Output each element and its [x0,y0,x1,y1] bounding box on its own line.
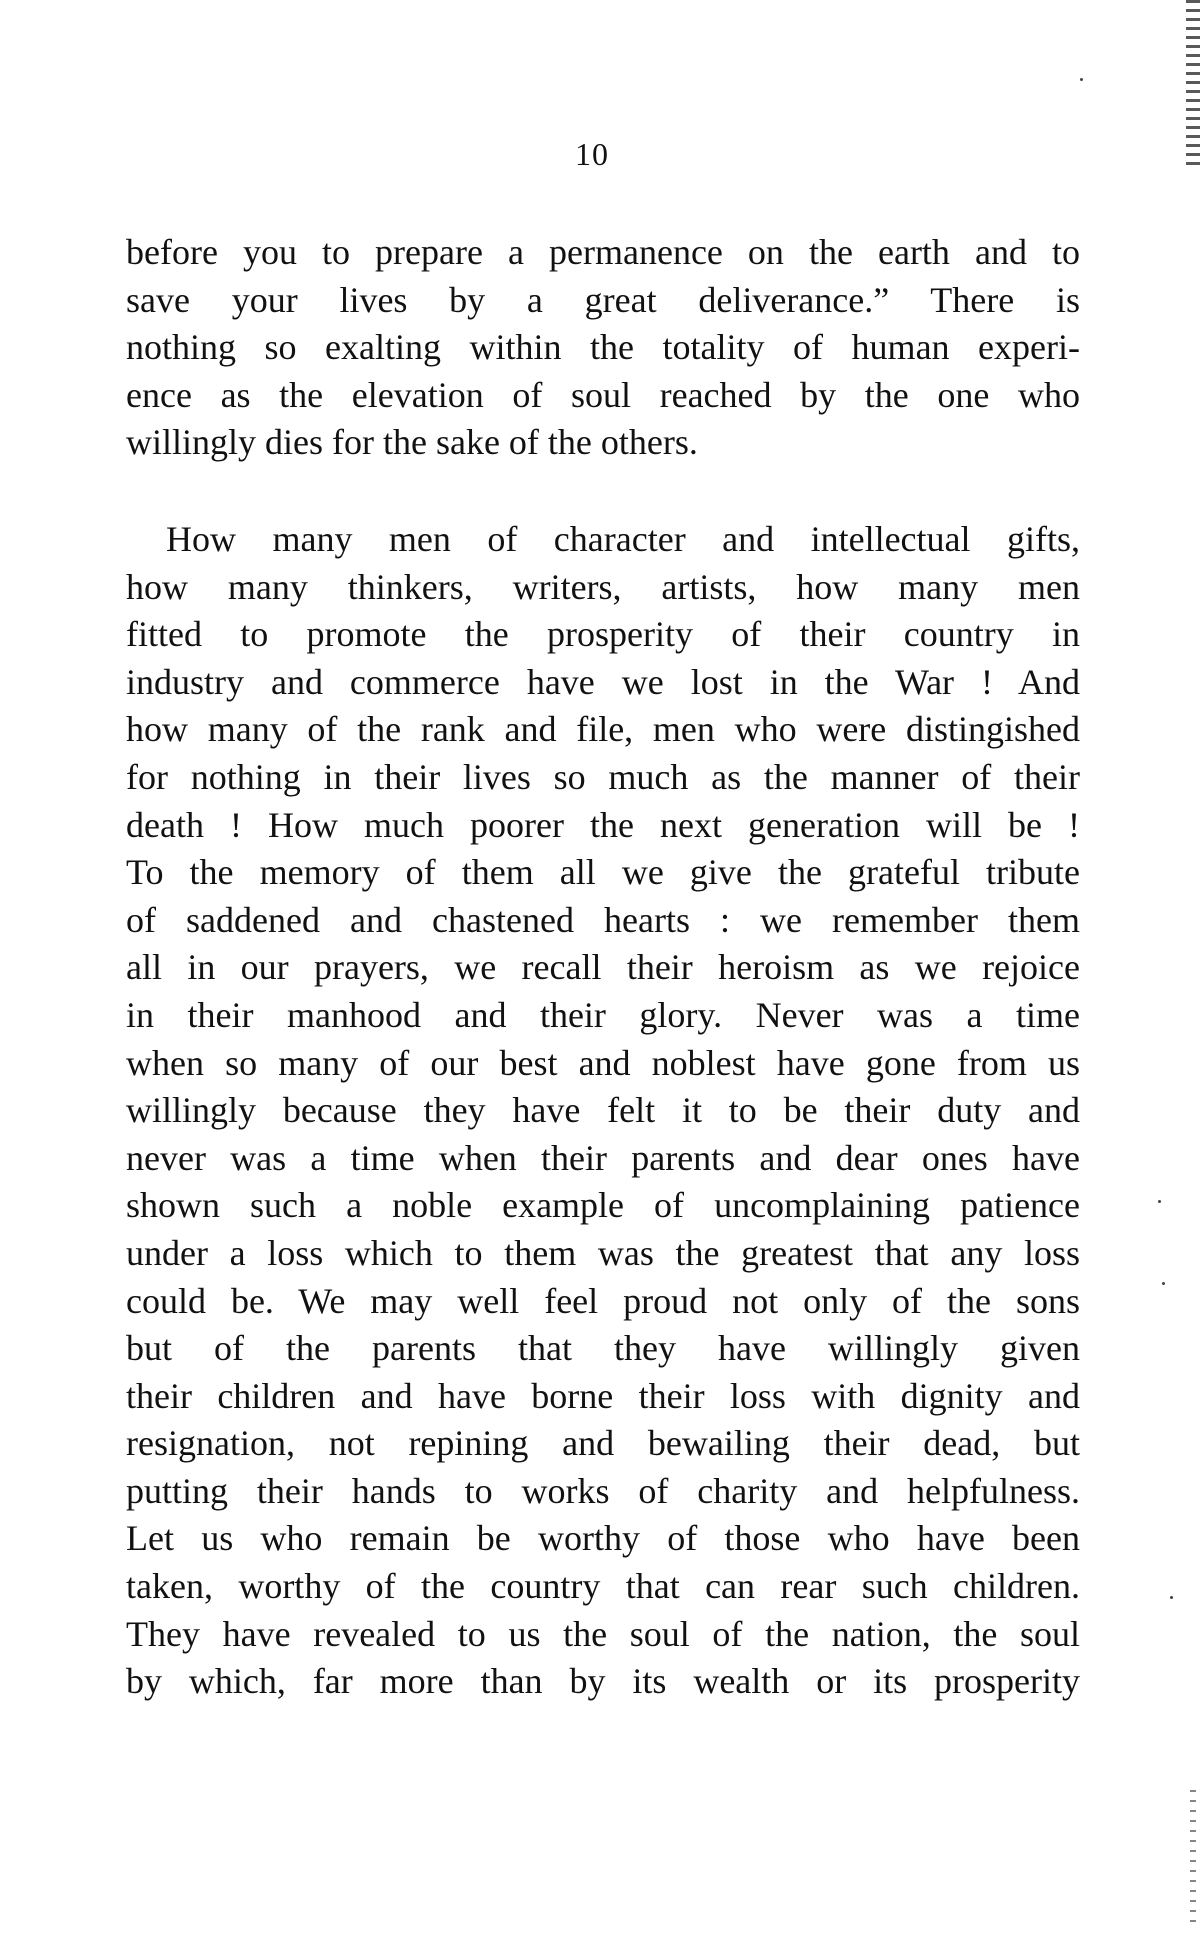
text-line: ence as the elevation of soul reached by the one who [126,374,1080,415]
text-line: taken, worthy of the country that can rear such children. [126,1566,1080,1607]
paragraph-1 [126,229,1080,467]
text-line: before you to prepare a permanence on the earth and to [126,232,1080,272]
text-line: To the memory of them all we give the grateful tribute [126,852,1080,893]
page-number: 10 [575,136,609,172]
text-line: nothing so exalting within the totality of human experi- [126,327,1080,368]
scan-speck [1170,1596,1173,1599]
text-line: putting their hands to works of charity and helpfulness. [126,1470,1080,1511]
text-line: resignation, not repining and bewailing their dead, but [126,1423,1080,1464]
text-line: their children and have borne their loss with dignity and [126,1375,1080,1416]
text-line: by which, far more than by its wealth or its prosperity [126,1661,1080,1702]
text-line: death ! How much poorer the next generation will be ! [126,804,1080,845]
scan-speck [1162,1282,1165,1285]
text-line: of saddened and chastened hearts : we remember them [126,899,1080,940]
page-edge-scan-artifact-bottom [1190,1790,1196,1930]
text-line: never was a time when their parents and dear ones have [126,1137,1080,1178]
scan-speck [1080,78,1083,81]
text-line: but of the parents that they have willingly given [126,1328,1080,1369]
text-line: Let us who remain be worthy of those who have been [126,1518,1080,1559]
paragraph-2 [126,516,1080,1706]
text-line: They have revealed to us the soul of the nation, the soul [126,1613,1080,1654]
text-line: in their manhood and their glory. Never was a time [126,994,1080,1035]
scan-speck [1158,1200,1161,1203]
text-line: all in our prayers, we recall their heroism as we rejoice [126,947,1080,988]
text-line: how many thinkers, writers, artists, how many men [126,566,1080,607]
text-line: save your lives by a great deliverance.” There is [126,279,1080,320]
text-line: shown such a noble example of uncomplaining patience [126,1185,1080,1226]
text-line: fitted to promote the prosperity of their country in [126,614,1080,655]
text-line: could be. We may well feel proud not only of the sons [126,1280,1080,1321]
text-line: willingly dies for the sake of the others. [126,422,698,463]
text-line: How many men of character and intellectual gifts, [166,519,1080,559]
text-line: industry and commerce have we lost in the War ! And [126,661,1080,702]
text-line: willingly because they have felt it to be their duty and [126,1090,1080,1131]
text-line: for nothing in their lives so much as the manner of their [126,756,1080,797]
text-line: under a loss which to them was the greatest that any loss [126,1232,1080,1273]
page-edge-scan-artifact [1186,0,1200,165]
text-line: when so many of our best and noblest have gone from us [126,1042,1080,1083]
text-line: how many of the rank and file, men who were distingished [126,709,1080,750]
